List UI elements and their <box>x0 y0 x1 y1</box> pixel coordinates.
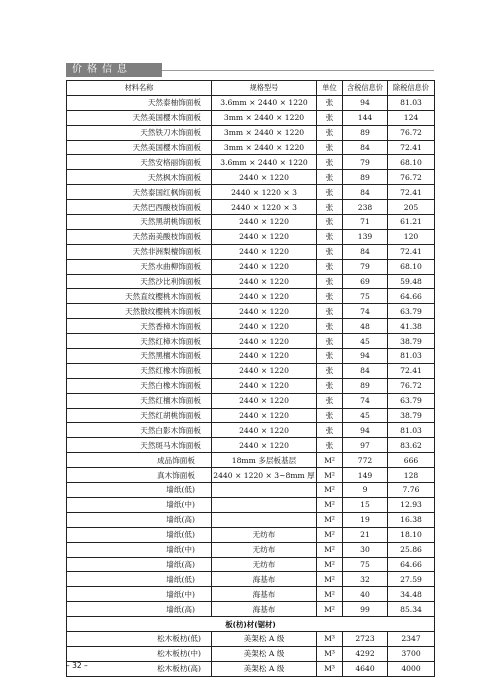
table-row <box>67 378 435 393</box>
unit-cell: 张 <box>317 304 343 319</box>
price-without-tax-cell: 4000 <box>388 661 435 676</box>
spec-cell: 2440 × 1220 <box>212 349 317 364</box>
unit-cell: 张 <box>317 155 343 170</box>
spec-cell: 3mm × 2440 × 1220 <box>212 110 317 125</box>
price-table <box>66 80 435 677</box>
material-name-cell: 墙纸(低) <box>67 572 212 587</box>
price-without-tax-cell: 38.79 <box>388 334 435 349</box>
spec-cell: 3mm × 2440 × 1220 <box>212 140 317 155</box>
table-row <box>67 572 435 587</box>
price-with-tax-cell: 21 <box>343 527 388 542</box>
material-name-cell: 天然美国樱木饰面板 <box>67 140 212 155</box>
table-row <box>67 453 435 468</box>
spec-cell: 3.6mm × 2440 × 1220 <box>212 95 317 110</box>
price-with-tax-cell: 40 <box>343 587 388 602</box>
price-without-tax-cell: 27.59 <box>388 572 435 587</box>
spec-cell: 3.6mm × 2440 × 1220 <box>212 155 317 170</box>
material-name-cell: 松木板枋(低) <box>67 631 212 646</box>
table-row <box>67 587 435 602</box>
table-row <box>67 602 435 617</box>
price-with-tax-cell: 772 <box>343 453 388 468</box>
price-without-tax-cell: 76.72 <box>388 125 435 140</box>
unit-cell: M² <box>317 497 343 512</box>
price-with-tax-cell: 71 <box>343 215 388 230</box>
table-row <box>67 542 435 557</box>
table-row <box>67 423 435 438</box>
price-with-tax-cell: 149 <box>343 468 388 483</box>
price-without-tax-cell: 128 <box>388 468 435 483</box>
price-without-tax-cell: 205 <box>388 200 435 215</box>
material-name-cell: 天然铁刀木饰面板 <box>67 125 212 140</box>
price-without-tax-cell: 72.41 <box>388 244 435 259</box>
price-without-tax-cell: 3700 <box>388 646 435 661</box>
spec-cell: 2440 × 1220 <box>212 289 317 304</box>
subsection-title: 板(枋)材(锯材) <box>67 617 435 632</box>
table-row <box>67 468 435 483</box>
material-name-cell: 天然香樟木饰面板 <box>67 319 212 334</box>
spec-cell: 2440 × 1220 <box>212 259 317 274</box>
table-row <box>67 408 435 423</box>
material-name-cell: 墙纸(中) <box>67 542 212 557</box>
price-without-tax-cell: 64.66 <box>388 557 435 572</box>
table-row <box>67 170 435 185</box>
spec-cell: 2440 × 1220 <box>212 378 317 393</box>
price-with-tax-cell: 48 <box>343 319 388 334</box>
unit-cell: 张 <box>317 274 343 289</box>
price-with-tax-cell: 45 <box>343 408 388 423</box>
unit-cell: 张 <box>317 215 343 230</box>
material-name-cell: 天然安格丽饰面板 <box>67 155 212 170</box>
unit-cell: M² <box>317 527 343 542</box>
price-with-tax-cell: 94 <box>343 95 388 110</box>
table-row <box>67 512 435 527</box>
table-row <box>67 497 435 512</box>
unit-cell: 张 <box>317 125 343 140</box>
material-name-cell: 天然直纹樱桃木饰面板 <box>67 289 212 304</box>
table-row <box>67 229 435 244</box>
material-name-cell: 真木饰面板 <box>67 468 212 483</box>
price-without-tax-cell: 41.38 <box>388 319 435 334</box>
unit-cell: 张 <box>317 229 343 244</box>
unit-cell: 张 <box>317 140 343 155</box>
column-header: 规格型号 <box>212 81 317 96</box>
material-name-cell: 天然沙比利饰面板 <box>67 274 212 289</box>
price-without-tax-cell: 81.03 <box>388 423 435 438</box>
unit-cell: 张 <box>317 259 343 274</box>
unit-cell: 张 <box>317 334 343 349</box>
price-with-tax-cell: 84 <box>343 185 388 200</box>
table-row <box>67 200 435 215</box>
price-with-tax-cell: 84 <box>343 244 388 259</box>
spec-cell: 美架松 A 级 <box>212 646 317 661</box>
price-without-tax-cell: 76.72 <box>388 378 435 393</box>
table-row <box>67 438 435 453</box>
price-without-tax-cell: 59.48 <box>388 274 435 289</box>
unit-cell: 张 <box>317 423 343 438</box>
table-row <box>67 140 435 155</box>
table-row <box>67 215 435 230</box>
price-without-tax-cell: 18.10 <box>388 527 435 542</box>
price-without-tax-cell: 63.79 <box>388 393 435 408</box>
price-with-tax-cell: 32 <box>343 572 388 587</box>
price-without-tax-cell: 85.34 <box>388 602 435 617</box>
price-without-tax-cell: 666 <box>388 453 435 468</box>
spec-cell <box>212 497 317 512</box>
column-header: 除税信息价 <box>388 81 435 96</box>
price-without-tax-cell: 76.72 <box>388 170 435 185</box>
column-header: 材料名称 <box>67 81 212 96</box>
spec-cell: 海基布 <box>212 572 317 587</box>
spec-cell: 2440 × 1220 <box>212 244 317 259</box>
price-with-tax-cell: 69 <box>343 274 388 289</box>
spec-cell: 2440 × 1220 <box>212 423 317 438</box>
material-name-cell: 天然散纹樱桃木饰面板 <box>67 304 212 319</box>
material-name-cell: 天然红檀木饰面板 <box>67 393 212 408</box>
unit-cell: M² <box>317 557 343 572</box>
spec-cell <box>212 483 317 498</box>
material-name-cell: 天然白影木饰面板 <box>67 423 212 438</box>
spec-cell: 2440 × 1220 <box>212 170 317 185</box>
spec-cell: 美架松 A 级 <box>212 631 317 646</box>
material-name-cell: 墙纸(低) <box>67 527 212 542</box>
price-without-tax-cell: 2347 <box>388 631 435 646</box>
price-without-tax-cell: 81.03 <box>388 95 435 110</box>
table-row <box>67 483 435 498</box>
price-with-tax-cell: 4292 <box>343 646 388 661</box>
unit-cell: 张 <box>317 244 343 259</box>
subsection-row <box>67 617 435 632</box>
spec-cell: 2440 × 1220 <box>212 438 317 453</box>
price-without-tax-cell: 12.93 <box>388 497 435 512</box>
price-without-tax-cell: 120 <box>388 229 435 244</box>
column-header: 单位 <box>317 81 343 96</box>
table-row <box>67 304 435 319</box>
price-without-tax-cell: 7.76 <box>388 483 435 498</box>
material-name-cell: 天然非洲梨檀饰面板 <box>67 244 212 259</box>
price-with-tax-cell: 75 <box>343 289 388 304</box>
price-with-tax-cell: 79 <box>343 155 388 170</box>
table-row <box>67 110 435 125</box>
price-with-tax-cell: 30 <box>343 542 388 557</box>
price-with-tax-cell: 45 <box>343 334 388 349</box>
price-with-tax-cell: 2723 <box>343 631 388 646</box>
material-name-cell: 天然红樟木饰面板 <box>67 334 212 349</box>
unit-cell: 张 <box>317 363 343 378</box>
material-name-cell: 墙纸(高) <box>67 602 212 617</box>
price-with-tax-cell: 74 <box>343 393 388 408</box>
unit-cell: 张 <box>317 408 343 423</box>
unit-cell: M² <box>317 512 343 527</box>
table-row <box>67 631 435 646</box>
material-name-cell: 天然泰国红枫饰面板 <box>67 185 212 200</box>
price-without-tax-cell: 61.21 <box>388 215 435 230</box>
unit-cell: M² <box>317 468 343 483</box>
table-row <box>67 646 435 661</box>
spec-cell: 美架松 A 级 <box>212 661 317 676</box>
table-row <box>67 527 435 542</box>
material-name-cell: 松木板枋(高) <box>67 661 212 676</box>
price-with-tax-cell: 139 <box>343 229 388 244</box>
table-row <box>67 349 435 364</box>
unit-cell: 张 <box>317 170 343 185</box>
material-name-cell: 天然黑胡桃饰面板 <box>67 215 212 230</box>
unit-cell: M³ <box>317 661 343 676</box>
material-name-cell: 天然红橡木饰面板 <box>67 363 212 378</box>
table-row <box>67 155 435 170</box>
material-name-cell: 天然斑马木饰面板 <box>67 438 212 453</box>
price-with-tax-cell: 75 <box>343 557 388 572</box>
material-name-cell: 天然南美酸枝饰面板 <box>67 229 212 244</box>
spec-cell: 无纺布 <box>212 527 317 542</box>
table-row <box>67 661 435 676</box>
price-with-tax-cell: 99 <box>343 602 388 617</box>
spec-cell: 2440 × 1220 × 3~8mm 厚 <box>212 468 317 483</box>
table-row <box>67 363 435 378</box>
price-with-tax-cell: 84 <box>343 363 388 378</box>
material-name-cell: 天然黑檀木饰面板 <box>67 349 212 364</box>
price-with-tax-cell: 94 <box>343 423 388 438</box>
price-with-tax-cell: 89 <box>343 378 388 393</box>
table-row <box>67 244 435 259</box>
spec-cell: 2440 × 1220 <box>212 304 317 319</box>
material-name-cell: 天然泰柚饰面板 <box>67 95 212 110</box>
table-row <box>67 334 435 349</box>
section-heading: 价格信息 <box>72 64 132 75</box>
spec-cell: 2440 × 1220 <box>212 319 317 334</box>
unit-cell: 张 <box>317 200 343 215</box>
spec-cell: 2440 × 1220 <box>212 393 317 408</box>
material-name-cell: 成品饰面板 <box>67 453 212 468</box>
price-without-tax-cell: 64.66 <box>388 289 435 304</box>
price-without-tax-cell: 68.10 <box>388 155 435 170</box>
price-without-tax-cell: 72.41 <box>388 363 435 378</box>
spec-cell: 2440 × 1220 <box>212 215 317 230</box>
material-name-cell: 天然水曲柳饰面板 <box>67 259 212 274</box>
material-name-cell: 墙纸(中) <box>67 497 212 512</box>
price-with-tax-cell: 19 <box>343 512 388 527</box>
price-with-tax-cell: 238 <box>343 200 388 215</box>
unit-cell: 张 <box>317 319 343 334</box>
unit-cell: 张 <box>317 185 343 200</box>
spec-cell <box>212 512 317 527</box>
table-row <box>67 95 435 110</box>
unit-cell: M² <box>317 602 343 617</box>
unit-cell: M² <box>317 572 343 587</box>
unit-cell: M² <box>317 587 343 602</box>
price-without-tax-cell: 72.41 <box>388 140 435 155</box>
table-header-row <box>67 81 435 96</box>
unit-cell: M³ <box>317 631 343 646</box>
spec-cell: 2440 × 1220 <box>212 334 317 349</box>
table-body <box>67 95 435 676</box>
section-heading-rule <box>162 70 434 71</box>
unit-cell: M³ <box>317 646 343 661</box>
material-name-cell: 天然红胡桃饰面板 <box>67 408 212 423</box>
price-with-tax-cell: 79 <box>343 259 388 274</box>
price-with-tax-cell: 89 <box>343 170 388 185</box>
unit-cell: 张 <box>317 349 343 364</box>
price-without-tax-cell: 34.48 <box>388 587 435 602</box>
price-without-tax-cell: 63.79 <box>388 304 435 319</box>
price-with-tax-cell: 84 <box>343 140 388 155</box>
unit-cell: M² <box>317 453 343 468</box>
price-without-tax-cell: 38.79 <box>388 408 435 423</box>
spec-cell: 海基布 <box>212 587 317 602</box>
price-with-tax-cell: 15 <box>343 497 388 512</box>
material-name-cell: 天然枫木饰面板 <box>67 170 212 185</box>
spec-cell: 无纺布 <box>212 542 317 557</box>
price-without-tax-cell: 124 <box>388 110 435 125</box>
unit-cell: 张 <box>317 95 343 110</box>
price-without-tax-cell: 68.10 <box>388 259 435 274</box>
price-with-tax-cell: 9 <box>343 483 388 498</box>
material-name-cell: 墙纸(高) <box>67 557 212 572</box>
price-without-tax-cell: 81.03 <box>388 349 435 364</box>
spec-cell: 3mm × 2440 × 1220 <box>212 125 317 140</box>
table-row <box>67 185 435 200</box>
price-without-tax-cell: 25.86 <box>388 542 435 557</box>
price-with-tax-cell: 94 <box>343 349 388 364</box>
spec-cell: 18mm 多层板基层 <box>212 453 317 468</box>
spec-cell: 2440 × 1220 × 3 <box>212 185 317 200</box>
unit-cell: M² <box>317 542 343 557</box>
price-with-tax-cell: 4640 <box>343 661 388 676</box>
spec-cell: 2440 × 1220 <box>212 274 317 289</box>
spec-cell: 2440 × 1220 <box>212 229 317 244</box>
price-without-tax-cell: 83.62 <box>388 438 435 453</box>
material-name-cell: 天然白橡木饰面板 <box>67 378 212 393</box>
price-with-tax-cell: 144 <box>343 110 388 125</box>
unit-cell: 张 <box>317 110 343 125</box>
unit-cell: 张 <box>317 378 343 393</box>
material-name-cell: 墙纸(高) <box>67 512 212 527</box>
price-with-tax-cell: 97 <box>343 438 388 453</box>
price-without-tax-cell: 72.41 <box>388 185 435 200</box>
unit-cell: 张 <box>317 289 343 304</box>
table-row <box>67 393 435 408</box>
spec-cell: 2440 × 1220 <box>212 363 317 378</box>
material-name-cell: 松木板枋(中) <box>67 646 212 661</box>
material-name-cell: 天然美国樱木饰面板 <box>67 110 212 125</box>
table-row <box>67 125 435 140</box>
material-name-cell: 天然巴西酸枝饰面板 <box>67 200 212 215</box>
price-with-tax-cell: 89 <box>343 125 388 140</box>
spec-cell: 2440 × 1220 × 3 <box>212 200 317 215</box>
spec-cell: 海基布 <box>212 602 317 617</box>
unit-cell: M² <box>317 483 343 498</box>
price-without-tax-cell: 16.38 <box>388 512 435 527</box>
spec-cell: 2440 × 1220 <box>212 408 317 423</box>
table-row <box>67 319 435 334</box>
price-with-tax-cell: 74 <box>343 304 388 319</box>
unit-cell: 张 <box>317 393 343 408</box>
material-name-cell: 墙纸(中) <box>67 587 212 602</box>
table-row <box>67 289 435 304</box>
table-row <box>67 259 435 274</box>
table-row <box>67 557 435 572</box>
page-number: – 32 – <box>66 661 88 670</box>
column-header: 含税信息价 <box>343 81 388 96</box>
spec-cell: 无纺布 <box>212 557 317 572</box>
table-row <box>67 274 435 289</box>
material-name-cell: 墙纸(低) <box>67 483 212 498</box>
unit-cell: 张 <box>317 438 343 453</box>
